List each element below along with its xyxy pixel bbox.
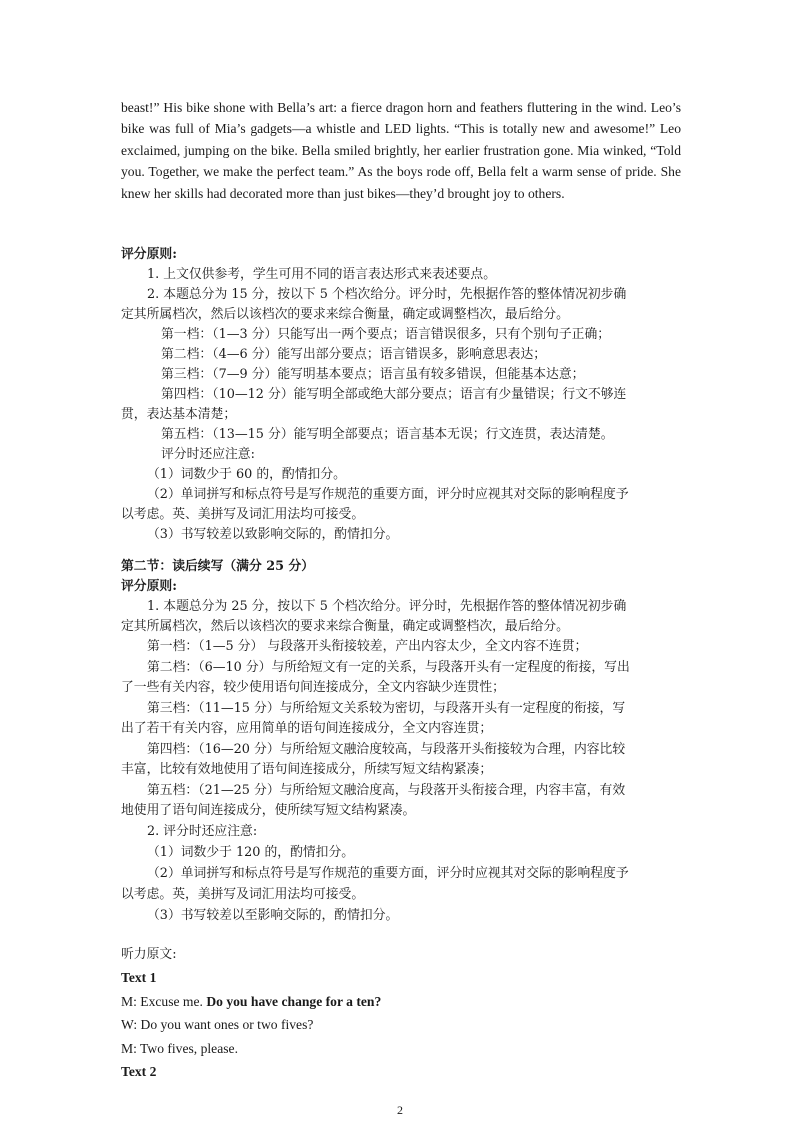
section2-heading: 评分原则: (121, 579, 177, 594)
section2-note-2-line2: 以考虑。英，美拼写及词汇用法均可接受。 (121, 887, 365, 902)
section2-title: 第二节：读后续写（满分 25 分） (121, 559, 315, 574)
section1-point-2-line2: 定其所属档次，然后以该档次的要求来综合衡量，确定或调整档次，最后给分。 (121, 307, 569, 322)
section2-level-3-line1: 第三档：（11—15 分）与所给短文关系较为密切，与段落开头有一定程度的衔接，写 (147, 701, 626, 716)
dialogue-line-w1: W: Do you want ones or two fives? (121, 1017, 314, 1032)
section2-level-2-line1: 第二档：（6—10 分）与所给短文有一定的关系，与段落开头有一定程度的衔接，写出 (147, 660, 630, 675)
section1-note: 评分时还应注意: (161, 447, 255, 462)
section1-note-2-line1: （2）单词拼写和标点符号是写作规范的重要方面，评分时应视其对交际的影响程度予 (147, 487, 629, 502)
section2-level-4-line1: 第四档：（16—20 分）与所给短文融洽度较高，与段落开头衔接较为合理，内容比较 (147, 742, 626, 757)
section1-note-3: （3）书写较差以致影响交际的，酌情扣分。 (147, 527, 399, 542)
section2-note-3: （3）书写较差以至影响交际的，酌情扣分。 (147, 908, 399, 923)
section1-heading: 评分原则: (121, 247, 177, 262)
section2-level-2-line2: 了一些有关内容，较少使用语句间连接成分，全文内容缺少连贯性； (121, 680, 505, 695)
section2-note-2-line1: （2）单词拼写和标点符号是写作规范的重要方面，评分时应视其对交际的影响程度予 (147, 866, 629, 881)
section2-level-5-line2: 地使用了语句间连接成分，使所续写短文结构紧凑。 (121, 803, 416, 818)
section2-note-1: （1）词数少于 120 的，酌情扣分。 (147, 845, 355, 860)
section1-level-4-line2: 贯，表达基本清楚； (121, 407, 237, 422)
section1-level-4-line1: 第四档：（10—12 分）能写明全部或绝大部分要点；语言有少量错误；行文不够连 (161, 387, 627, 402)
dialogue-line-m2: M: Two fives, please. (121, 1041, 238, 1056)
section2-level-1: 第一档：（1—5 分） 与段落开头衔接较差，产出内容太少，全文内容不连贯； (147, 639, 588, 654)
story-paragraph: beast!” His bike shone with Bella’s art: a fierce dragon horn and feathers fluttering in the wind. Leo’s bike was full of Mia’s gadgets—a whistle and LED lights. “This is totally new and awesome!” Leo exclaimed, jumping on the bike. Bella smiled brightly, her earlier frustration gone. Mia winked, “Told you. Together, we make the perfect team.” As the boys rode off, Bella felt a warm sense of pride. She knew her skills had decorated more than just bikes—they’d brought joy to others. (121, 100, 681, 201)
dialogue-m1-prefix: M: Excuse me. (121, 994, 207, 1009)
section1-note-1: （1）词数少于 60 的，酌情扣分。 (147, 467, 346, 482)
section1-level-2: 第二档：（4—6 分）能写出部分要点；语言错误多，影响意思表达； (161, 347, 547, 362)
section1-note-2-line2: 以考虑。英、美拼写及词汇用法均可接受。 (121, 507, 365, 522)
dialogue-line-m1 (121, 992, 686, 1012)
listening-heading: 听力原文: (121, 947, 177, 962)
dialogue-m1-bold: Do you have change for a ten? (206, 994, 382, 1009)
text1-label: Text 1 (121, 970, 157, 985)
text2-label: Text 2 (121, 1064, 157, 1079)
section2-level-5-line1: 第五档：（21—25 分）与所给短文融洽度高，与段落开头衔接合理，内容丰富，有效 (147, 783, 626, 798)
section1-point-1: 1. 上文仅供参考，学生可用不同的语言表达形式来表述要点。 (147, 267, 496, 282)
section2-level-3-line2: 出了若干有关内容，应用简单的语句间连接成分，全文内容连贯； (121, 721, 493, 736)
section2-point-1-line1: 1. 本题总分为 25 分，按以下 5 个档次给分。评分时，先根据作答的整体情况初步确 (147, 599, 627, 614)
section2-level-4-line2: 丰富，比较有效地使用了语句间连接成分，所续写短文结构紧凑； (121, 762, 493, 777)
section1-level-5: 第五档：（13—15 分）能写明全部要点；语言基本无误；行文连贯，表达清楚。 (161, 427, 614, 442)
section1-level-3: 第三档：（7—9 分）能写明基本要点；语言虽有较多错误，但能基本达意； (161, 367, 585, 382)
section2-point-2: 2. 评分时还应注意: (147, 824, 258, 839)
section1-level-1: 第一档：（1—3 分）只能写出一两个要点；语言错误很多，只有个别句子正确； (161, 327, 611, 342)
section1-point-2-line1: 2. 本题总分为 15 分，按以下 5 个档次给分。评分时，先根据作答的整体情况初步确 (147, 287, 627, 302)
section2-point-1-line2: 定其所属档次，然后以该档次的要求来综合衡量，确定或调整档次，最后给分。 (121, 619, 569, 634)
page-number: 2 (397, 1103, 403, 1117)
